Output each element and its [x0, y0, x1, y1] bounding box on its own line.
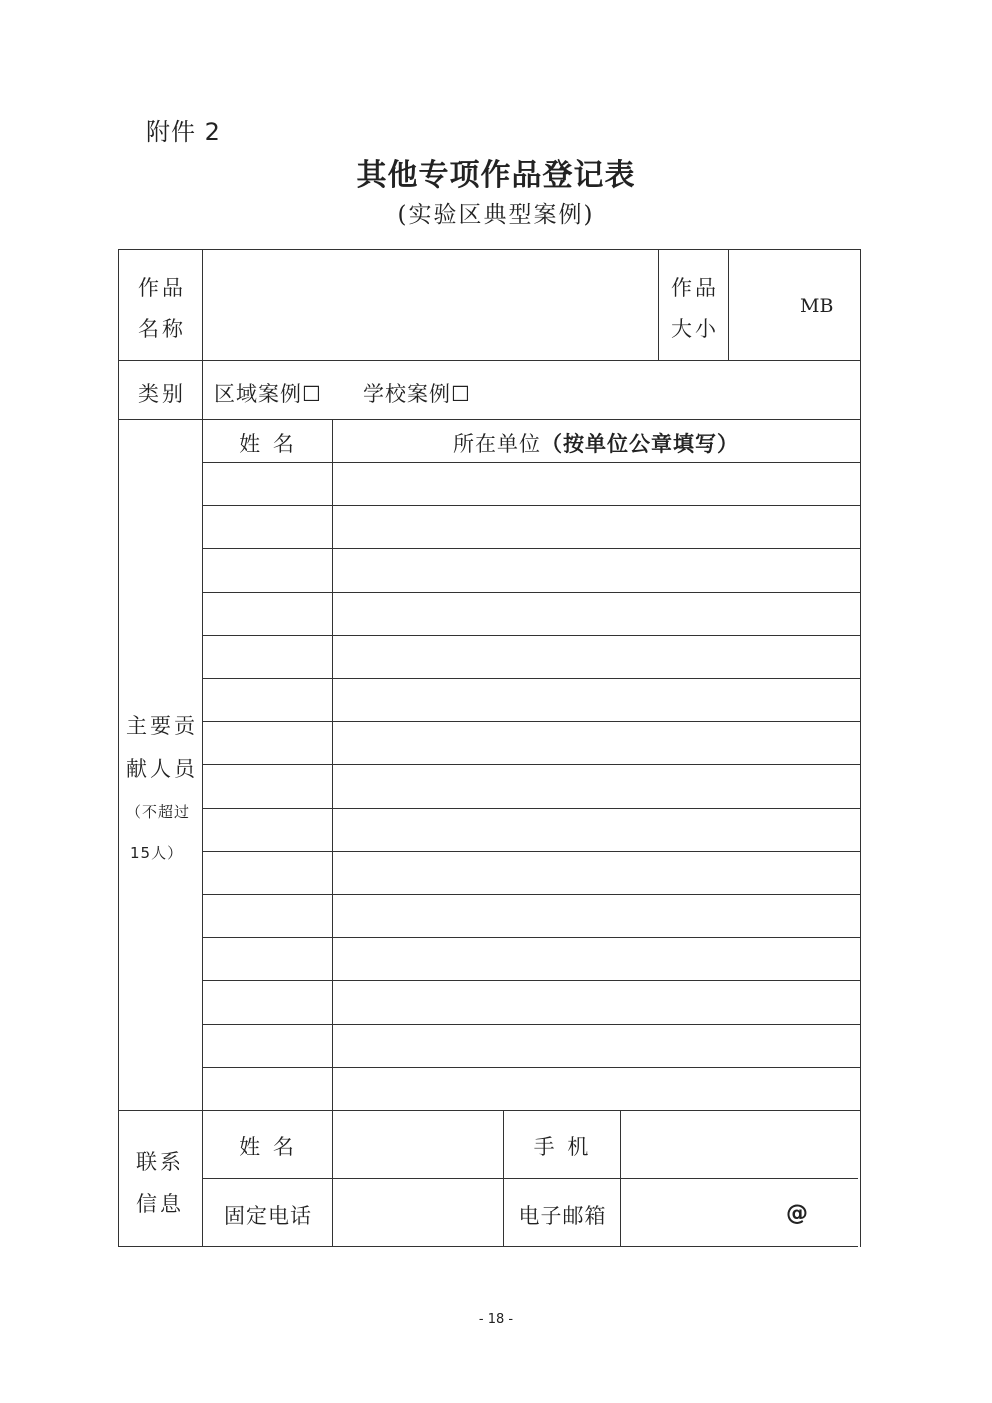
- contributor-name-cell[interactable]: [204, 680, 331, 719]
- row-divider: [202, 851, 860, 852]
- contributor-name-cell[interactable]: [204, 766, 331, 805]
- contributor-name-cell[interactable]: [204, 1026, 331, 1065]
- divider: [202, 249, 203, 360]
- work-name-label-line2: 名称: [138, 317, 186, 341]
- work-size-unit: MB: [800, 295, 834, 317]
- contact-mobile-field[interactable]: [622, 1112, 858, 1177]
- contributors-col-name: 姓 名: [239, 432, 297, 456]
- contributor-unit-cell[interactable]: [334, 637, 858, 676]
- email-at-sign: @: [786, 1201, 811, 1226]
- contributors-col-unit-note: （按单位公章填写）: [541, 432, 739, 456]
- row-divider: [202, 808, 860, 809]
- contributors-note-line2: 15人）: [130, 844, 184, 862]
- divider: [118, 419, 860, 420]
- category-option-regional[interactable]: 区域案例☐: [214, 382, 322, 406]
- contributor-unit-cell[interactable]: [334, 680, 858, 719]
- divider: [202, 1178, 858, 1179]
- contributor-unit-cell[interactable]: [334, 766, 858, 805]
- work-size-field[interactable]: [730, 252, 858, 358]
- divider: [202, 360, 203, 419]
- contributor-unit-cell[interactable]: [334, 853, 858, 892]
- contributor-unit-cell[interactable]: [334, 594, 858, 633]
- contact-name-field[interactable]: [334, 1112, 502, 1177]
- contributor-unit-cell[interactable]: [334, 982, 858, 1021]
- row-divider: [202, 635, 860, 636]
- contributor-name-cell[interactable]: [204, 464, 331, 503]
- contact-phone-field[interactable]: [334, 1180, 502, 1245]
- contributor-name-cell[interactable]: [204, 982, 331, 1021]
- contributor-unit-cell[interactable]: [334, 896, 858, 935]
- contributor-unit-cell[interactable]: [334, 507, 858, 546]
- row-divider: [202, 1024, 860, 1025]
- row-divider: [202, 592, 860, 593]
- contact-label-line2: 信息: [136, 1192, 184, 1216]
- contributor-name-cell[interactable]: [204, 507, 331, 546]
- contributor-name-cell[interactable]: [204, 853, 331, 892]
- table-border-left: [118, 249, 119, 1247]
- divider: [658, 249, 659, 360]
- contributor-unit-cell[interactable]: [334, 464, 858, 503]
- row-divider: [202, 721, 860, 722]
- work-name-label-line1: 作品: [138, 276, 186, 300]
- contributors-label-line2: 献人员: [126, 757, 198, 781]
- row-divider: [202, 937, 860, 938]
- contributor-name-cell[interactable]: [204, 1069, 331, 1108]
- form-title: 其他专项作品登记表: [356, 158, 636, 193]
- contributor-name-cell[interactable]: [204, 939, 331, 978]
- form-subtitle: (实验区典型案例): [397, 202, 595, 228]
- contributor-name-cell[interactable]: [204, 637, 331, 676]
- divider: [118, 1110, 860, 1111]
- row-divider: [202, 764, 860, 765]
- work-name-field[interactable]: [204, 252, 656, 358]
- category-label: 类别: [138, 382, 186, 406]
- work-size-label-line2: 大小: [671, 317, 719, 341]
- contributors-col-unit-prefix: 所在单位: [453, 432, 541, 456]
- contact-name-label: 姓 名: [239, 1135, 297, 1159]
- contributors-note-line1: （不超过: [126, 803, 191, 821]
- contributors-col-unit: [334, 424, 858, 464]
- contributors-header-divider: [202, 462, 860, 463]
- row-divider: [202, 1067, 860, 1068]
- contributor-unit-cell[interactable]: [334, 723, 858, 762]
- contributor-name-cell[interactable]: [204, 810, 331, 849]
- page-number: - 18 -: [478, 1312, 514, 1327]
- work-size-label-line1: 作品: [671, 276, 719, 300]
- contact-mobile-label: 手 机: [533, 1135, 592, 1159]
- table-border-right: [860, 249, 861, 1247]
- contributors-label-line1: 主要贡: [126, 714, 198, 738]
- contributor-unit-cell[interactable]: [334, 1069, 858, 1108]
- divider: [118, 360, 860, 361]
- category-option-school[interactable]: 学校案例☐: [363, 382, 471, 406]
- contributor-name-cell[interactable]: [204, 594, 331, 633]
- row-divider: [202, 548, 860, 549]
- contributor-unit-cell[interactable]: [334, 939, 858, 978]
- contributor-name-cell[interactable]: [204, 723, 331, 762]
- contact-phone-label: 固定电话: [224, 1204, 312, 1228]
- contributor-unit-cell[interactable]: [334, 810, 858, 849]
- contact-label-line1: 联系: [136, 1150, 184, 1174]
- contributor-name-cell[interactable]: [204, 896, 331, 935]
- divider: [728, 249, 729, 360]
- contact-email-label: 电子邮箱: [518, 1204, 607, 1228]
- contributor-unit-cell[interactable]: [334, 1026, 858, 1065]
- row-divider: [202, 894, 860, 895]
- row-divider: [202, 980, 860, 981]
- attachment-label: 附件 2: [146, 118, 221, 146]
- table-border-bottom: [118, 1246, 858, 1247]
- row-divider: [202, 678, 860, 679]
- contact-email-field[interactable]: [622, 1180, 858, 1245]
- table-border-top: [118, 249, 860, 250]
- contributor-name-cell[interactable]: [204, 550, 331, 589]
- contributor-unit-cell[interactable]: [334, 550, 858, 589]
- row-divider: [202, 505, 860, 506]
